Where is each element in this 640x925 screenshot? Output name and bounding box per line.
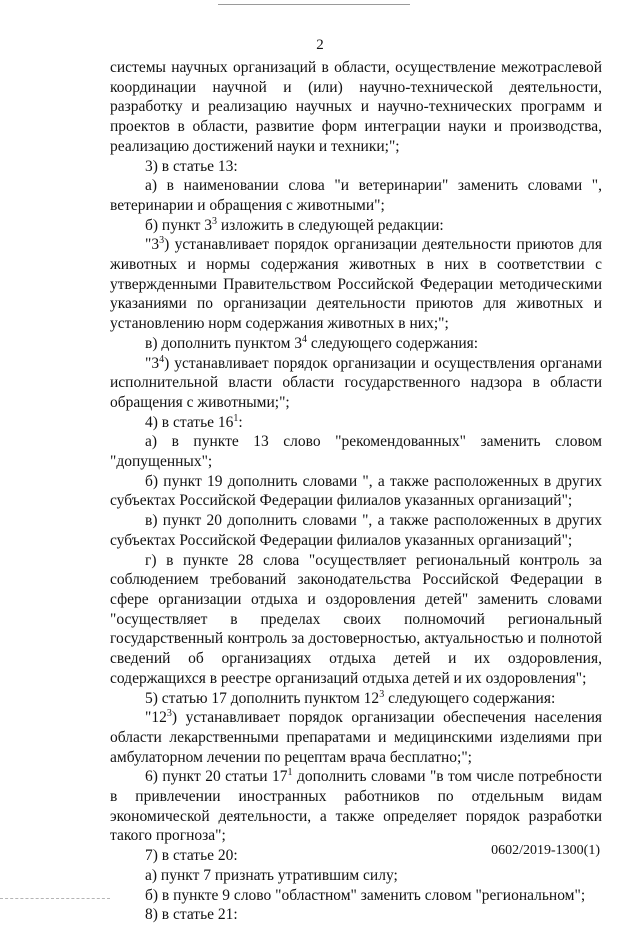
paragraph-text: а) в наименовании слова "и ветеринарии" заменить словами ", ветеринарии и обращения с животными"; xyxy=(110,177,602,214)
superscript: 4 xyxy=(159,353,165,365)
paragraph-text: дополнить словами "в том числе потребности в привлечении иностранных работников по отдельным видам экономической деятельности, а также определяет порядок разработки такого прогноза"; xyxy=(110,768,603,845)
superscript: 3 xyxy=(166,708,172,720)
paragraph-text: "12 xyxy=(145,709,167,727)
paragraph-text: 3) в статье 13: xyxy=(145,157,238,175)
paragraph-text: а) пункт 7 признать утратившим силу; xyxy=(145,866,398,884)
document-code: 0602/2019-1300(1) xyxy=(491,843,600,858)
paragraph-text: г) в пункте 28 слова "осуществляет региональный контроль за соблюдением требований законодательства Российской Федерации в сфере организации отдыха и оздоровления детей" заменить словами "осуществляет в пределах своих полномочий региональный государственный контроль за достоверностью, актуальностью и полнотой сведений об организациях отдыха детей и их оздоровления, содержащихся в реестре организаций отдыха детей и их оздоровления"; xyxy=(110,551,602,687)
document-body xyxy=(110,58,602,925)
paragraph xyxy=(110,708,602,767)
bottom-rule xyxy=(0,898,110,899)
superscript: 1 xyxy=(233,412,239,424)
top-rule xyxy=(218,4,410,5)
paragraph-text: б) в пункте 9 слово "областном" заменить словом "региональном"; xyxy=(145,886,586,904)
paragraph xyxy=(110,511,602,550)
paragraph-text: "3 xyxy=(145,354,160,372)
superscript: 3 xyxy=(159,235,165,247)
paragraph xyxy=(110,235,602,334)
paragraph xyxy=(110,354,602,413)
paragraph-text: 7) в статье 20: xyxy=(145,847,238,865)
superscript: 3 xyxy=(379,688,385,700)
page-number: 2 xyxy=(316,37,324,53)
paragraph-text: изложить в следующей редакции: xyxy=(217,216,444,234)
paragraph-text: 5) статью 17 дополнить пунктом 12 xyxy=(145,689,380,707)
paragraph-text: а) в пункте 13 слово "рекомендованных" заменить словом "допущенных"; xyxy=(110,433,602,471)
paragraph xyxy=(110,689,602,709)
paragraph-text: следующего содержания: xyxy=(384,689,556,707)
paragraph xyxy=(110,216,602,236)
paragraph-text: 4) в статье 16 xyxy=(145,413,234,431)
paragraph xyxy=(110,472,602,511)
paragraph-text: б) пункт 3 xyxy=(145,216,212,234)
superscript: 4 xyxy=(302,333,307,345)
paragraph-text: ) устанавливает порядок организации и осуществления органами исполнительной власти области государственного надзора в области обращения с животными;"; xyxy=(110,354,602,411)
paragraph xyxy=(110,58,602,157)
superscript: 3 xyxy=(212,215,217,227)
paragraph xyxy=(110,866,602,886)
paragraph-text: следующего содержания: xyxy=(307,334,479,352)
paragraph xyxy=(110,176,602,215)
paragraph xyxy=(110,432,602,471)
superscript: 1 xyxy=(287,767,293,779)
paragraph-text: в) дополнить пунктом 3 xyxy=(145,334,302,352)
paragraph xyxy=(110,886,602,906)
paragraph-text: 8) в статье 21: xyxy=(145,906,238,924)
paragraph xyxy=(110,157,602,177)
paragraph-text: "3 xyxy=(145,236,160,254)
paragraph-text: в) пункт 20 дополнить словами ", а также расположенных в других субъектах Российской Федерации филиалов указанных организаций"; xyxy=(110,512,602,549)
paragraph xyxy=(110,767,602,846)
paragraph xyxy=(110,551,602,689)
paragraph-text: системы научных организаций в области, осуществление межотраслевой координации научной и (или) научно-технической деятельности, разработку и реализацию научных и научно-технических программ и проектов в области, развитие форм интеграции науки и производства, реализацию достижений науки и техники;"; xyxy=(110,59,602,155)
paragraph-text: б) пункт 19 дополнить словами ", а также расположенных в других субъектах Российской Федерации филиалов указанных организаций"; xyxy=(110,472,602,510)
paragraph-text: : xyxy=(238,413,243,431)
paragraph xyxy=(110,905,602,925)
paragraph xyxy=(110,413,602,433)
paragraph xyxy=(110,334,602,354)
paragraph-text: ) устанавливает порядок организации деятельности приютов для животных и нормы содержания животных в них в соответствии с утвержденными Правительством Российской Федерации методическими указаниями по организации деятельности приютов для животных и установлению норм содержания животных в них;"; xyxy=(110,236,602,333)
paragraph-text: 6) пункт 20 статьи 17 xyxy=(145,768,288,786)
paragraph-text: ) устанавливает порядок организации обеспечения населения области лекарственными препаратами и медицинскими изделиями при амбулаторном лечении по рецептам врача бесплатно;"; xyxy=(110,709,602,766)
